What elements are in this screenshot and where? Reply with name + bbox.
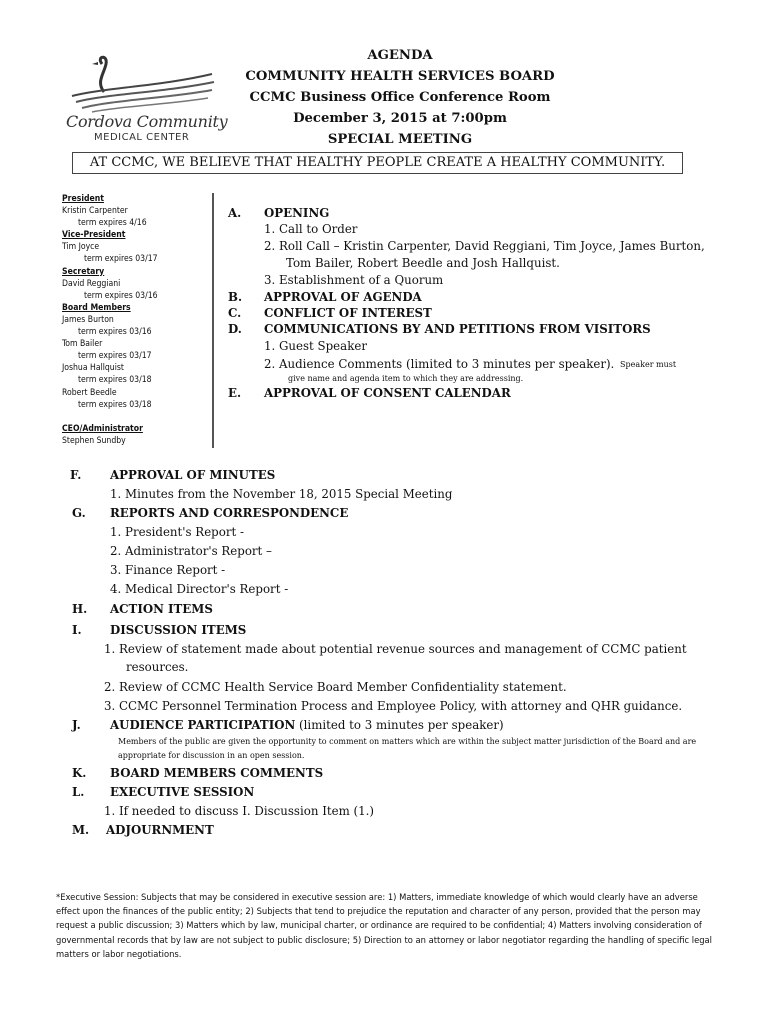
agenda-note: Speaker must bbox=[620, 360, 677, 369]
agenda-item: 2. Roll Call – Kristin Carpenter, David Reggiani, Tim Joyce, James Burton, bbox=[264, 239, 705, 253]
agenda-item: 1. If needed to discuss I. Discussion Item (1.) bbox=[104, 804, 374, 818]
meeting-type: SPECIAL MEETING bbox=[327, 132, 473, 147]
logo-subtitle: MEDICAL CENTER bbox=[94, 132, 190, 143]
section-letter: D. bbox=[228, 322, 242, 336]
board-roster bbox=[62, 193, 214, 448]
section-title: APPROVAL OF AGENDA bbox=[264, 290, 422, 304]
section-letter: E. bbox=[228, 386, 242, 400]
section-letter: M. bbox=[72, 823, 90, 837]
section-title: ACTION ITEMS bbox=[110, 602, 213, 616]
vp-term: term expires 03/17 bbox=[84, 254, 158, 265]
meeting-location: CCMC Business Office Conference Room bbox=[249, 90, 551, 105]
section-title: APPROVAL OF MINUTES bbox=[110, 468, 276, 482]
agenda-note: give name and agenda item to which they are addressing. bbox=[288, 374, 524, 383]
logo bbox=[62, 52, 228, 152]
secretary-term: term expires 03/16 bbox=[84, 290, 158, 301]
section-letter: F. bbox=[70, 468, 82, 482]
secretary-role: Secretary bbox=[62, 266, 105, 277]
agenda-item: 1. President's Report - bbox=[110, 525, 244, 539]
agenda-item: 1. Call to Order bbox=[264, 222, 358, 236]
agenda-item: 2. Audience Comments (limited to 3 minutes per speaker). bbox=[264, 357, 615, 371]
section-title: DISCUSSION ITEMS bbox=[110, 623, 247, 637]
agenda-heading: AGENDA bbox=[367, 48, 433, 63]
ceo-role: CEO/Administrator bbox=[62, 423, 143, 434]
agenda-item: 1. Guest Speaker bbox=[264, 339, 367, 353]
section-letter: G. bbox=[72, 506, 86, 520]
agenda-item-cont: Tom Bailer, Robert Beedle and Josh Hallquist. bbox=[286, 256, 560, 270]
section-title: BOARD MEMBERS COMMENTS bbox=[110, 766, 324, 780]
member-name: Robert Beedle bbox=[62, 387, 117, 398]
agenda-item: 1. Review of statement made about potential revenue sources and management of CCMC patient bbox=[104, 642, 687, 656]
section-title-line bbox=[110, 718, 504, 732]
section-title: COMMUNICATIONS BY AND PETITIONS FROM VISITORS bbox=[264, 322, 651, 336]
logo-name: Cordova Community bbox=[66, 112, 228, 131]
president-term: term expires 4/16 bbox=[78, 218, 147, 229]
agenda-item: 1. Minutes from the November 18, 2015 Special Meeting bbox=[110, 487, 453, 501]
agenda-item-cont: resources. bbox=[126, 660, 189, 674]
member-name: Tom Bailer bbox=[62, 339, 103, 350]
section-title-suffix: (limited to 3 minutes per speaker) bbox=[295, 718, 504, 732]
section-letter: I. bbox=[72, 623, 82, 637]
agenda-item: 2. Administrator's Report – bbox=[110, 544, 272, 558]
agenda-item: 3. Establishment of a Quorum bbox=[264, 273, 444, 287]
executive-session-footnote: *Executive Session: Subjects that may be considered in executive session are: 1) Matters, immediate knowledge of which would clearly have an adverse effect upon the finances of the public entity; 2) Subjects that tend to prejudice the reputation and character of any person, provided that the person may request a public discussion; 3) Matters which by law, municipal charter, or ordinance are required to be confidential; 4) Matters involving consideration of governmental records that by law are not subject to public disclosure; 5) Direction to an attorney or labor negotiator regarding the handling of specific legal matters or labor negotiations. bbox=[56, 892, 712, 959]
members-role: Board Members bbox=[62, 302, 131, 313]
agenda-item: 3. CCMC Personnel Termination Process and Employee Policy, with attorney and QHR guidance. bbox=[104, 699, 683, 713]
vp-role: Vice-President bbox=[62, 230, 126, 241]
vp-name: Tim Joyce bbox=[62, 242, 100, 253]
member-term: term expires 03/17 bbox=[78, 351, 152, 362]
secretary-name: David Reggiani bbox=[62, 278, 121, 289]
member-name: James Burton bbox=[62, 314, 114, 325]
member-term: term expires 03/18 bbox=[78, 399, 152, 410]
section-title: ADJOURNMENT bbox=[106, 823, 214, 837]
agenda-item: 2. Review of CCMC Health Service Board Member Confidentiality statement. bbox=[104, 680, 567, 694]
swan-logo-icon bbox=[62, 52, 222, 114]
section-title: REPORTS AND CORRESPONDENCE bbox=[110, 506, 349, 520]
section-letter: J. bbox=[72, 718, 81, 732]
president-name: Kristin Carpenter bbox=[62, 206, 128, 217]
section-title: CONFLICT OF INTEREST bbox=[264, 306, 432, 320]
mission-banner: AT CCMC, WE BELIEVE THAT HEALTHY PEOPLE CREATE A HEALTHY COMMUNITY. bbox=[72, 152, 683, 174]
section-title: AUDIENCE PARTICIPATION bbox=[110, 718, 296, 732]
president-role: President bbox=[62, 194, 104, 204]
section-letter: A. bbox=[228, 206, 242, 220]
ceo-name: Stephen Sundby bbox=[62, 435, 126, 446]
meeting-date: December 3, 2015 at 7:00pm bbox=[293, 111, 507, 126]
member-name: Joshua Hallquist bbox=[62, 363, 124, 374]
section-letter: H. bbox=[72, 602, 88, 616]
member-term: term expires 03/16 bbox=[78, 327, 152, 338]
agenda-item: 4. Medical Director's Report - bbox=[110, 582, 289, 596]
section-title: OPENING bbox=[264, 206, 330, 220]
section-title: EXECUTIVE SESSION bbox=[110, 785, 255, 799]
agenda-note: Members of the public are given the opportunity to comment on matters which are within the subject matter jurisdiction of the Board and are bbox=[118, 737, 697, 746]
board-title: COMMUNITY HEALTH SERVICES BOARD bbox=[245, 69, 555, 84]
section-letter: L. bbox=[72, 785, 85, 799]
section-title: APPROVAL OF CONSENT CALENDAR bbox=[264, 386, 511, 400]
agenda-item: 3. Finance Report - bbox=[110, 563, 226, 577]
agenda-note: appropriate for discussion in an open session. bbox=[118, 751, 305, 760]
section-letter: K. bbox=[72, 766, 87, 780]
section-letter: C. bbox=[228, 306, 242, 320]
section-letter: B. bbox=[228, 290, 243, 304]
member-term: term expires 03/18 bbox=[78, 375, 152, 386]
